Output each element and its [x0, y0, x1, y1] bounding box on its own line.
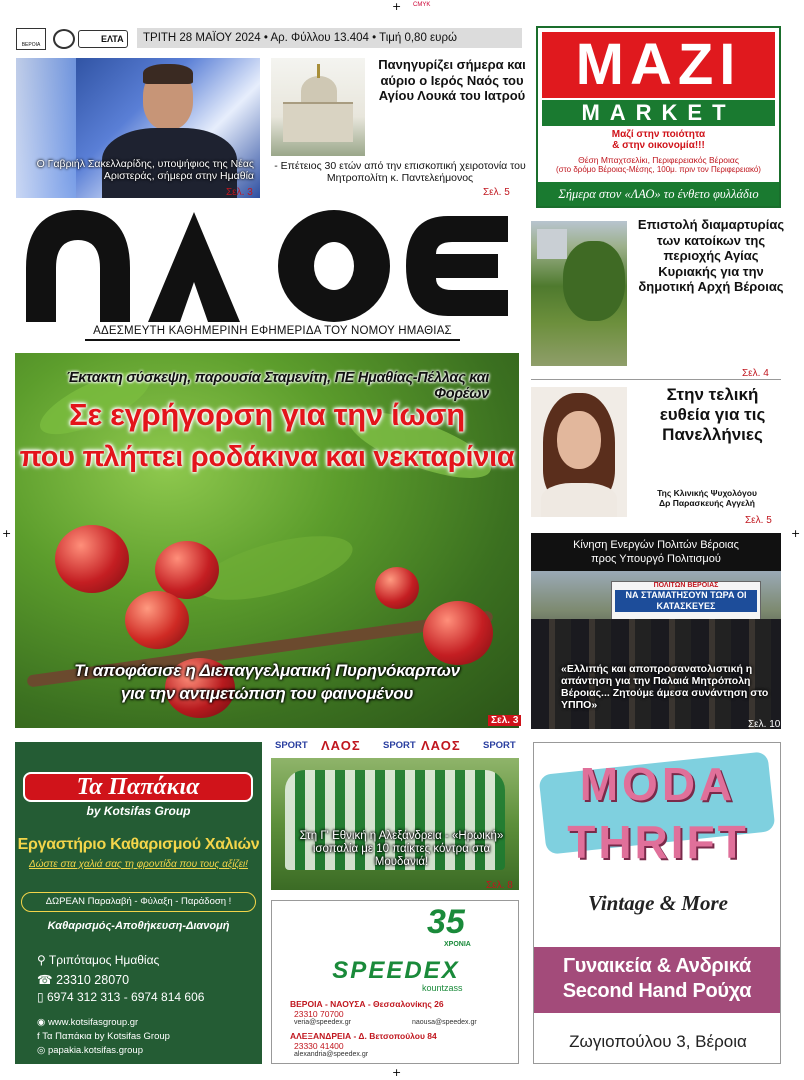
papakia-brand: Τα Παπάκια — [23, 772, 253, 802]
psychologist-photo — [531, 387, 627, 517]
speedex-phone-2: 23330 41400 — [294, 1041, 344, 1051]
papakia-web[interactable]: www.kotsifasgroup.gr — [47, 1017, 139, 1028]
face-shape — [557, 411, 601, 469]
facebook-icon: f — [37, 1031, 40, 1042]
protest-photo — [531, 571, 781, 729]
registration-mark-left: + — [2, 527, 12, 540]
location-icon: ⚲ — [37, 953, 46, 967]
veria-logo: ΒΕΡΟΙΑ — [16, 28, 46, 50]
mazi-slogan-2: & στην οικονομία!!! — [612, 140, 705, 151]
team-photo — [271, 758, 519, 890]
moda-band-1: Γυναικεία & Ανδρικά — [563, 955, 751, 977]
instagram-icon: ◎ — [37, 1045, 46, 1056]
sport-logo-2: ΛΑΟΣ — [421, 738, 461, 753]
papakia-location: Τριπόταμος Ημαθίας — [48, 953, 160, 967]
protest-banner-main: ΝΑ ΣΤΑΜΑΤΗΣΟΥΝ ΤΩΡΑ ΟΙ ΚΑΤΑΣΚΕΥΕΣ — [615, 590, 757, 612]
church-headline: Πανηγυρίζει σήμερα και αύριο ο Ιερός Ναός του Αγίου Λουκά του Ιατρού — [378, 57, 526, 104]
sport-label-3: SPORT — [483, 740, 516, 751]
papakia-slogan: Δώστε στα χαλιά σας τη φροντίδα που τους αξίζει! — [29, 859, 248, 870]
moda-thrift-ad[interactable] — [533, 742, 781, 1064]
citizens-caption: «Ελλιπής και αποπροσανατολιστική η απάντηση για την Παλαιά Μητρόπολη Βέροιας... Ζητούμε άμεσα συνάντηση στο ΥΠΠΟ» — [561, 663, 769, 711]
peach-4 — [375, 567, 419, 609]
mazi-address-2: (στο δρόμο Βέροιας-Μέσης, 100μ. πριν τον Περιφερειακό) — [556, 165, 761, 174]
elta-logo: ΕΛΤΑ — [78, 30, 128, 48]
citizens-header-1: Κίνηση Ενεργών Πολιτών Βέροιας — [573, 539, 739, 551]
papakia-web-row — [37, 1017, 138, 1028]
main-headline-2: που πλήττει ροδάκινα και νεκταρίνια — [19, 441, 515, 473]
registration-mark-top: + — [392, 0, 402, 13]
letter-page-ref: Σελ. 4 — [742, 368, 769, 379]
papakia-ad[interactable] — [15, 742, 262, 1064]
main-kicker: Έκτακτη σύσκεψη, παρουσία Σταμενίτη, ΠΕ Ημαθίας-Πέλλας και Φορέων — [66, 370, 489, 402]
papakia-instagram-row — [37, 1045, 143, 1056]
overgrown-lot-photo — [531, 221, 627, 366]
mazi-market-ad[interactable] — [536, 26, 781, 208]
papakia-title: Εργαστήριο Καθαρισμού Χαλιών — [17, 836, 260, 853]
mazi-address-1: Θέση Μπαχτσελίκι, Περιφερειακός Βέροιας — [578, 155, 739, 165]
papakia-facebook[interactable]: Τα Παπάκια by Kotsifas Group — [42, 1031, 170, 1042]
papakia-instagram[interactable]: papakia.kotsifas.group — [47, 1045, 143, 1056]
church-page-ref: Σελ. 5 — [483, 187, 510, 198]
speedex-years: 35 — [427, 903, 465, 941]
panhellenic-page-ref: Σελ. 5 — [745, 515, 772, 526]
church-photo — [271, 58, 365, 156]
church-subtitle: - Επέτειος 30 ετών από την επισκοπική χειροτονία του Μητροπολίτη κ. Παντελεήμονος — [274, 160, 526, 184]
sport-label-1: SPORT — [275, 740, 308, 751]
speedex-ad[interactable] — [271, 900, 519, 1064]
header-logos — [16, 28, 128, 50]
mazi-slogan-1: Μαζί στην ποιότητα — [611, 129, 706, 140]
mazi-logo: MAZI — [542, 32, 775, 98]
sakellaridis-photo — [16, 58, 260, 198]
peaches-photo — [15, 353, 519, 728]
speedex-branch-2: ΑΛΕΞΑΝΔΡΕΙΑ - Δ. Βετσοπούλου 84 — [290, 1031, 437, 1041]
mazi-banner: Σήμερα στον «ΛΑΟ» το ένθετο φυλλάδιο — [538, 182, 779, 206]
phone-icon: ☎ — [37, 973, 53, 987]
papakia-mobile: 6974 312 313 - 6974 814 606 — [46, 990, 205, 1004]
peach-3 — [125, 591, 189, 649]
sakellaridis-page-ref: Σελ. 3 — [226, 187, 253, 198]
divider-right-1 — [531, 379, 781, 380]
speedex-sub: kountzass — [422, 983, 463, 993]
moda-line-1: MODA — [579, 758, 737, 810]
sport-caption: Στη Γ' Εθνική η Αλεξάνδρεια - «Ηρωική» ισοπαλία με 10 παίκτες κόντρα στα Μουδανιά! — [299, 830, 504, 868]
speedex-years-label: ΧΡΟΝΙΑ — [444, 941, 471, 948]
peach-2 — [155, 541, 219, 599]
main-headline-1: Σε εγρήγορση για την ίωση — [69, 397, 465, 432]
speedex-branch-1: ΒΕΡΟΙΑ - ΝΑΟΥΣΑ - Θεσσαλονίκης 26 — [290, 999, 444, 1009]
sport-logo-1: ΛΑΟΣ — [321, 738, 361, 753]
market-bar: MARKET — [542, 100, 775, 126]
church-body — [283, 102, 353, 142]
masthead-tagline: ΑΔΕΣΜΕΥΤΗ ΚΑΘΗΜΕΡΙΝΗ ΕΦΗΜΕΡΙΔΑ ΤΟΥ ΝΟΜΟΥ ΗΜΑΘΙΑΣ — [85, 325, 460, 341]
papakia-free: ΔΩΡΕΑΝ Παραλαβή - Φύλαξη - Παράδοση ! — [21, 892, 256, 912]
papakia-group: by Kotsifas Group — [86, 804, 191, 818]
papakia-location-row — [37, 953, 159, 967]
moda-band — [534, 947, 780, 1013]
dateline: ΤΡΙΤΗ 28 ΜΑΪΟΥ 2024 • Αρ. Φύλλου 13.404 • Τιμή 0,80 ευρώ — [137, 28, 522, 48]
seal-icon — [53, 29, 75, 49]
citizens-page-ref: Σελ. 10 — [748, 719, 781, 730]
citizens-header — [531, 533, 781, 571]
main-page-ref: Σελ. 3 — [488, 715, 521, 726]
peach-1 — [55, 525, 129, 593]
masthead-title — [18, 198, 516, 326]
sport-page-ref: Σελ. 8 — [486, 880, 513, 891]
mobile-icon: ▯ — [37, 990, 44, 1004]
speedex-email-1b[interactable]: naousa@speedex.gr — [412, 1019, 477, 1026]
peach-5 — [423, 601, 493, 665]
bush-shape — [563, 241, 625, 321]
sakellaridis-caption: Ο Γαβριήλ Σακελλαρίδης, υποψήφιος της Νέας Αριστεράς, σήμερα στην Ημαθία — [36, 158, 254, 182]
speedex-email-2[interactable]: alexandria@speedex.gr — [294, 1051, 369, 1058]
registration-mark-right: + — [791, 527, 801, 540]
main-sub-1: Τι αποφάσισε η Διεπαγγελματική Πυρηνόκαρπων — [74, 661, 460, 680]
papakia-phone-row — [37, 972, 129, 987]
sport-strip — [271, 737, 519, 755]
papakia-mobile-row — [37, 990, 204, 1004]
moda-line-2: THRIFT — [567, 816, 749, 868]
panhellenic-headline: Στην τελική ευθεία για τις Πανελλήνιες — [659, 385, 766, 444]
papakia-phone: 23310 28070 — [56, 973, 130, 987]
protest-banner-top: ΠΟΛΙΤΩΝ ΒΕΡΟΙΑΣ — [653, 582, 719, 589]
speedex-email-1a[interactable]: veria@speedex.gr — [294, 1019, 351, 1026]
registration-mark-bottom: + — [392, 1066, 402, 1079]
panhellenic-byline-2: Δρ Παρασκευής Αγγελή — [658, 498, 755, 508]
moda-band-2: Second Hand Ρούχα — [562, 980, 752, 1002]
papakia-services: Καθαρισμός-Αποθήκευση-Διανομή — [47, 920, 230, 932]
sport-label-2: SPORT — [383, 740, 416, 751]
papakia-facebook-row — [37, 1031, 170, 1042]
masthead-logo-svg — [18, 198, 516, 326]
web-icon: ◉ — [37, 1017, 46, 1028]
protest-banner — [611, 581, 761, 621]
letter-headline: Επιστολή διαμαρτυρίας των κατοίκων της περιοχής Αγίας Κυριακής για την δημοτική Αρχή Βέροιας — [637, 217, 785, 295]
main-sub-2: για την αντιμετώπιση του φαινομένου — [120, 684, 414, 703]
speedex-phone-1: 23310 70700 — [294, 1009, 344, 1019]
person-hair — [143, 64, 193, 84]
moda-script: Vintage & More — [587, 891, 729, 915]
speedex-brand: SPEEDEX — [332, 957, 460, 984]
panhellenic-byline-1: Της Κλινικής Ψυχολόγου — [657, 488, 757, 498]
shirt-shape — [541, 483, 617, 517]
cmyk-mark: CMYK — [413, 2, 431, 8]
citizens-header-2: προς Υπουργό Πολιτισμού — [591, 553, 721, 565]
church-cross — [317, 64, 320, 78]
moda-address: Ζωγιοπούλου 3, Βέροια — [569, 1032, 747, 1051]
building-shape — [537, 229, 567, 259]
